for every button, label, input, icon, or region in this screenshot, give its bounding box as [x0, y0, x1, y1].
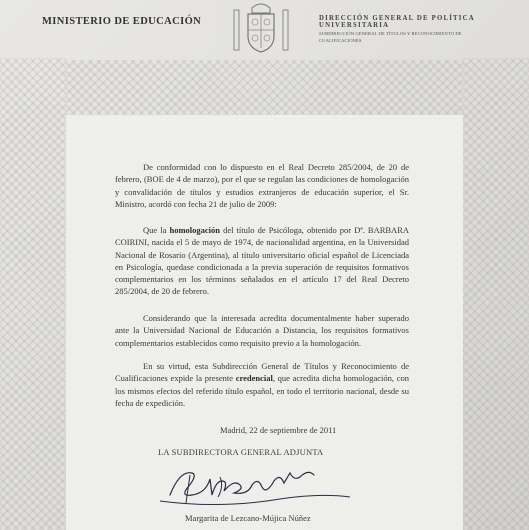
- directorate-line-1: DIRECCIÓN GENERAL DE POLÍTICA: [319, 15, 475, 22]
- handwritten-signature: [150, 455, 360, 515]
- guilloche-border-top: [66, 60, 463, 115]
- directorate-heading: [319, 15, 519, 45]
- coat-of-arms-icon: [222, 0, 300, 56]
- homologation-term: homologación: [169, 225, 220, 235]
- paragraph-considering: [115, 312, 409, 349]
- paragraph-2-text-b: del título de Psicóloga, obtenido por Dª. BARBARA COIRINI, nacida el 5 de mayo de 1974, de nacionalidad argentina, en la Universidad Nacional de Rosario (Argentina), al título universitario oficial español de Licenciada en Psicología, quedase condicionada a la previa superación de requisitos formativos complementarios en los términos señalados en el artículo 17 del Real Decreto 285/2004, de 20 de febrero.: [115, 225, 409, 297]
- signer-role: LA SUBDIRECTORA GENERAL ADJUNTA: [158, 447, 324, 457]
- paragraph-1-text: De conformidad con lo dispuesto en el Real Decreto 285/2004, de 20 de febrero, (BOE de 4 de marzo), por el que se regulan las condiciones de homologación y convalidación de títulos y estudios extranjeros de educación superior, el Sr. Ministro, acordó con fecha 21 de julio de 2009:: [115, 162, 409, 209]
- guilloche-border-left: [0, 58, 66, 530]
- ministry-heading: MINISTERIO DE EDUCACIÓN: [42, 16, 202, 27]
- subdirectorate-line-2: CUALIFICACIONES: [319, 38, 362, 44]
- issue-date: Madrid, 22 de septiembre de 2011: [220, 425, 337, 435]
- subdirectorate-line-1: SUBDIRECCIÓN GENERAL DE TÍTULOS Y RECONOCIMIENTO DE: [319, 30, 462, 36]
- directorate-line-2: UNIVERSITARIA: [319, 22, 390, 30]
- paragraph-credential: [115, 360, 409, 409]
- credential-term: credencial: [235, 373, 273, 384]
- signer-name: Margarita de Lezcano-Mújica Núñez: [185, 513, 311, 523]
- paragraph-4-text-a: En su virtud, esta Subdirección General de Títulos y Reconocimiento de Cualificaciones expide la presente: [115, 361, 409, 384]
- paragraph-2-text-a: Que la: [143, 225, 170, 235]
- guilloche-border-right: [463, 58, 529, 530]
- paragraph-4-text-b: , que acredita dicha homologación, con los mismos efectos del referido título español, en todo el territorio nacional, desde su fecha de expedición.: [115, 373, 409, 408]
- paragraph-legal-basis: [115, 161, 409, 210]
- paragraph-3-text: Considerando que la interesada acredita documentalmente haber superado ante la Universidad Nacional de Educación a Distancia, los requisitos formativos complementarios establecidos como requisito previo a la homologación.: [115, 313, 409, 348]
- paragraph-homologation: [115, 224, 409, 298]
